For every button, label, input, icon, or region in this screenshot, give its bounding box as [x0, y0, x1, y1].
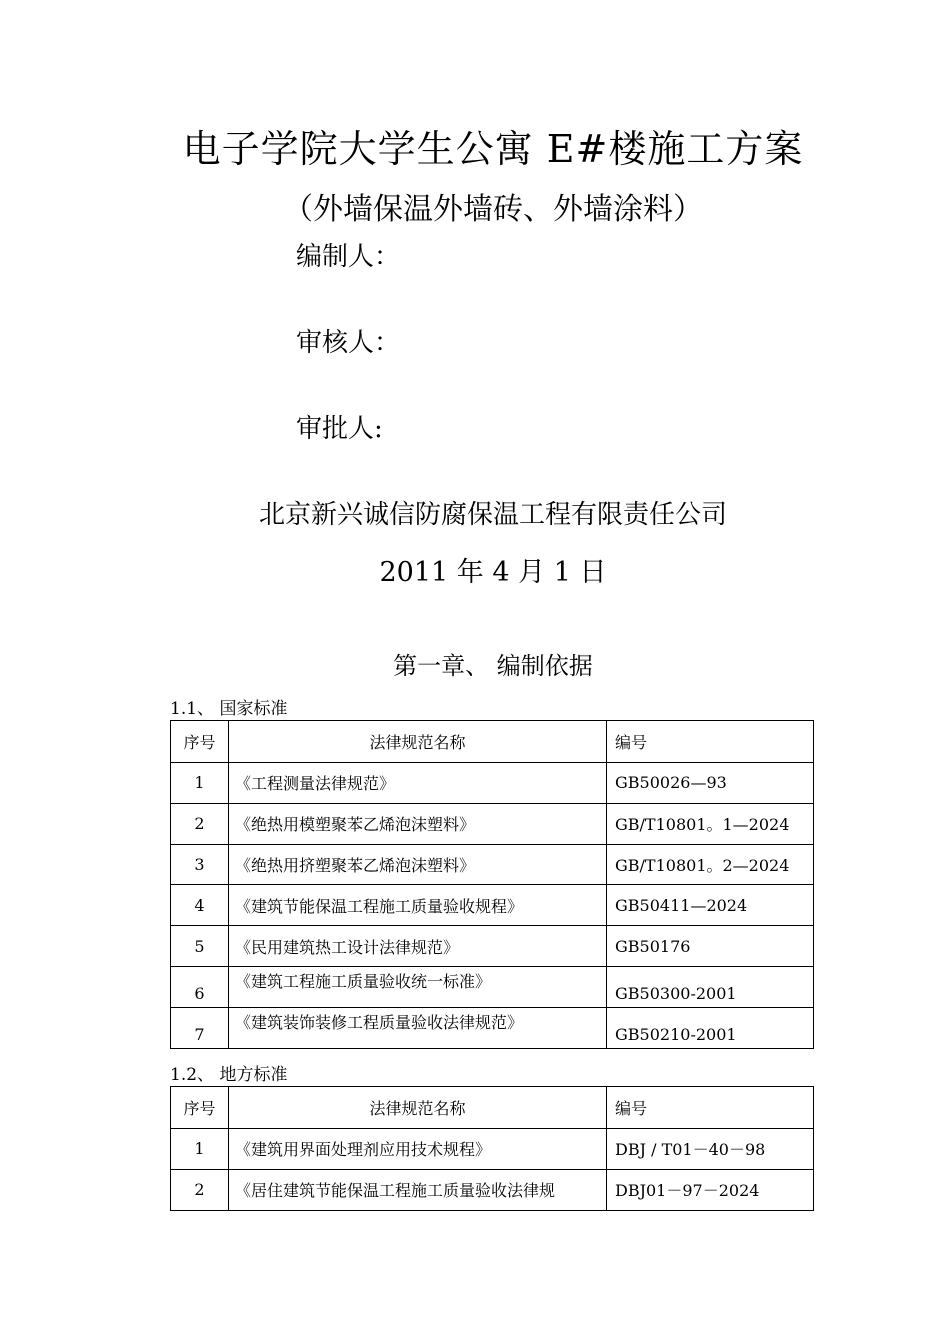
table-row: [171, 926, 814, 967]
reviewer-label: 审核人：: [296, 328, 401, 358]
table-row: [171, 763, 814, 804]
row-code: GB/T10801。1—2024: [607, 803, 814, 844]
row-code: DBJ / T01－40－98: [607, 1129, 814, 1170]
header-name: 法律规范名称: [229, 721, 607, 763]
header-no: 序号: [171, 721, 229, 763]
row-code: GB50210-2001: [607, 1007, 814, 1048]
row-no: 7: [171, 1007, 229, 1048]
national-standards-table: [170, 720, 814, 1049]
local-standards-heading: 1.2、 地方标准: [170, 1065, 288, 1085]
row-name: 《建筑装饰装修工程质量验收法律规范》: [229, 1007, 607, 1048]
header-name: 法律规范名称: [229, 1087, 607, 1129]
row-code: GB50300-2001: [607, 966, 814, 1007]
row-no: 2: [171, 1169, 229, 1210]
document-title: 电子学院大学生公寓 E#楼施工方案: [182, 127, 804, 171]
table-header-row: [171, 1087, 814, 1129]
table-header-row: [171, 721, 814, 763]
row-name: 《建筑工程施工质量验收统一标准》: [229, 966, 607, 1007]
row-no: 1: [171, 1129, 229, 1170]
company-name: 北京新兴诚信防腐保温工程有限责任公司: [258, 500, 727, 530]
compiler-label: 编制人：: [296, 242, 401, 272]
table-row: [171, 803, 814, 844]
document-date: 2011 年 4 月 1 日: [379, 557, 607, 588]
table-row: [171, 1129, 814, 1170]
table-row: [171, 885, 814, 926]
row-code: GB50026—93: [607, 763, 814, 804]
table-row: [171, 1169, 814, 1210]
row-name: 《绝热用挤塑聚苯乙烯泡沫塑料》: [229, 844, 607, 885]
row-no: 6: [171, 966, 229, 1007]
row-name: 《建筑节能保温工程施工质量验收规程》: [229, 885, 607, 926]
row-name: 《民用建筑热工设计法律规范》: [229, 926, 607, 967]
row-code: GB50411—2024: [607, 885, 814, 926]
row-name: 《工程测量法律规范》: [229, 763, 607, 804]
row-no: 2: [171, 803, 229, 844]
row-code: DBJ01－97－2024: [607, 1169, 814, 1210]
national-standards-heading: 1.1、 国家标准: [170, 699, 288, 719]
row-no: 5: [171, 926, 229, 967]
row-no: 3: [171, 844, 229, 885]
row-no: 4: [171, 885, 229, 926]
row-code: GB50176: [607, 926, 814, 967]
row-name: 《建筑用界面处理剂应用技术规程》: [229, 1129, 607, 1170]
chapter-title: 第一章、 编制依据: [393, 652, 593, 680]
header-code: 编号: [607, 721, 814, 763]
document-subtitle: （外墙保温外墙砖、外墙涂料）: [283, 192, 703, 227]
row-name: 《绝热用模塑聚苯乙烯泡沫塑料》: [229, 803, 607, 844]
row-no: 1: [171, 763, 229, 804]
table-row: [171, 966, 814, 1007]
row-name: 《居住建筑节能保温工程施工质量验收法律规: [229, 1169, 607, 1210]
header-code: 编号: [607, 1087, 814, 1129]
row-code: GB/T10801。2—2024: [607, 844, 814, 885]
table-row: [171, 1007, 814, 1048]
table-row: [171, 844, 814, 885]
approver-label: 审批人:: [296, 414, 383, 444]
local-standards-table: [170, 1086, 814, 1211]
header-no: 序号: [171, 1087, 229, 1129]
